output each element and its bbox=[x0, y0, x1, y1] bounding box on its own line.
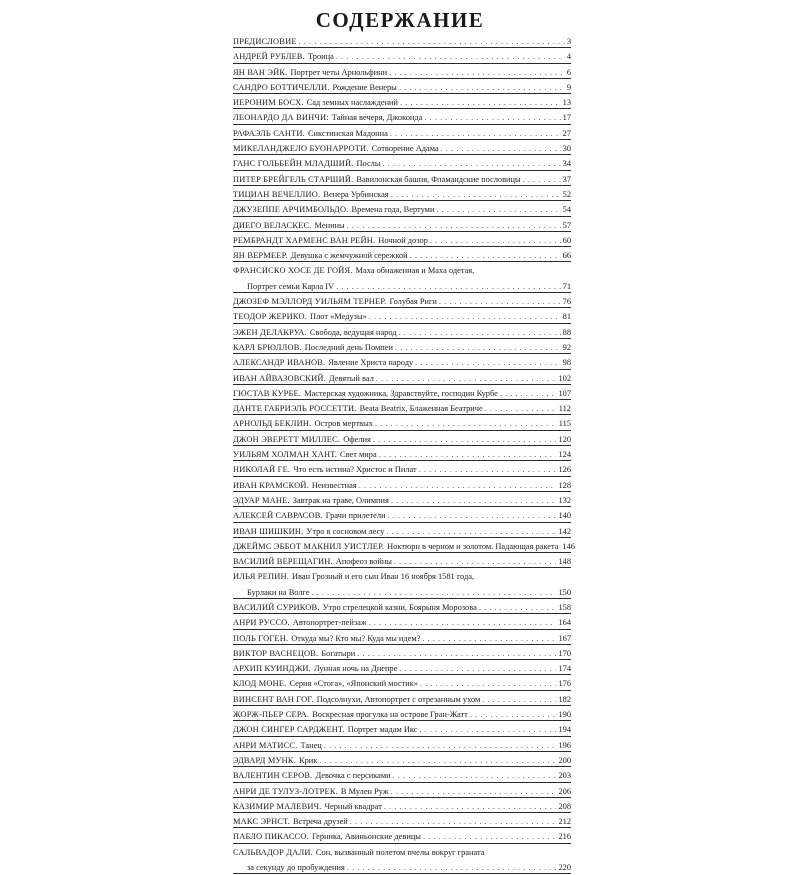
toc-entry bbox=[233, 172, 571, 187]
toc-entry-author: КАРЛ БРЮЛЛОВ. bbox=[233, 342, 302, 352]
toc-entry bbox=[233, 600, 571, 615]
toc-entry-page-number: 6 bbox=[566, 67, 571, 77]
toc-entry-page-number: 150 bbox=[558, 587, 571, 597]
toc-entry bbox=[233, 233, 571, 248]
toc-entry-author: САНДРО БОТТИЧЕЛЛИ. bbox=[233, 82, 330, 92]
toc-entry-page-number: 124 bbox=[558, 450, 571, 460]
toc-entry-author: ВАСИЛИЙ СУРИКОВ. bbox=[233, 602, 320, 612]
toc-entry bbox=[233, 508, 571, 523]
toc-entry-author: ПИТЕР БРЕЙГЕЛЬ СТАРШИЙ. bbox=[233, 174, 354, 184]
toc-entry-works: Последний день Помпеи bbox=[304, 342, 393, 352]
toc-entry-works: Апофеоз войны bbox=[335, 557, 392, 567]
toc-entry-page-number: 71 bbox=[562, 281, 571, 291]
toc-entry bbox=[233, 325, 571, 340]
toc-entry-author: УИЛЬЯМ ХОЛМАН ХАНТ. bbox=[233, 450, 338, 460]
toc-entry-author: ЭДВАРД МУНК. bbox=[233, 755, 296, 765]
toc-entry bbox=[233, 768, 571, 783]
entry-divider bbox=[233, 78, 571, 79]
toc-entry-page-number: 126 bbox=[558, 465, 571, 475]
toc-entry bbox=[233, 738, 571, 753]
toc-entry-works: Девятый вал bbox=[328, 373, 374, 383]
entry-divider bbox=[233, 674, 571, 675]
entry-divider bbox=[233, 246, 571, 247]
toc-entry-works: Завтрак на траве, Олимпия bbox=[292, 495, 389, 505]
toc-entry-works: Маха обнаженная и Маха одетая, bbox=[355, 266, 475, 276]
entry-divider bbox=[233, 782, 571, 783]
entry-divider bbox=[233, 231, 571, 232]
toc-entry bbox=[233, 416, 571, 431]
toc-entry-page-number: 9 bbox=[566, 82, 571, 92]
entry-divider bbox=[233, 399, 571, 400]
entry-divider bbox=[233, 797, 571, 798]
entry-divider bbox=[233, 598, 571, 599]
toc-entry bbox=[233, 462, 571, 477]
toc-entry-page-number: 81 bbox=[562, 312, 571, 322]
toc-entry-author: ВАЛЕНТИН СЕРОВ. bbox=[233, 771, 313, 781]
toc-entry-page-number: 27 bbox=[562, 128, 571, 138]
toc-entry-author: ДЖУЗЕППЕ АРЧИМБОЛЬДО. bbox=[233, 205, 349, 215]
toc-entry-author: АНРИ ДЕ ТУЛУЗ-ЛОТРЕК. bbox=[233, 786, 338, 796]
toc-entry-page-number: 174 bbox=[558, 664, 571, 674]
toc-entry-page-number: 54 bbox=[562, 205, 571, 215]
table-of-contents bbox=[233, 34, 575, 875]
entry-divider bbox=[233, 690, 571, 691]
toc-entry-author: ВАСИЛИЙ ВЕРЕЩАГИН. bbox=[233, 557, 333, 567]
entry-divider bbox=[233, 292, 571, 293]
entry-divider bbox=[233, 567, 571, 568]
entry-divider bbox=[233, 736, 571, 737]
toc-entry-works: Венера Урбинская bbox=[323, 189, 389, 199]
toc-entry-author: ГАНС ГОЛЬБЕЙН МЛАДШИЙ. bbox=[233, 159, 354, 169]
toc-entry-works: Сад земных наслаждений bbox=[306, 98, 399, 108]
toc-entry bbox=[233, 707, 571, 722]
entry-divider bbox=[233, 108, 571, 109]
toc-entry-works: Остров мертвых bbox=[314, 419, 373, 429]
toc-entry-page-number: 57 bbox=[562, 220, 571, 230]
toc-entry-works: Свобода, ведущая народ bbox=[309, 327, 397, 337]
toc-entry-page-number: 190 bbox=[558, 710, 571, 720]
toc-entry-works: Богатыри bbox=[321, 648, 356, 658]
toc-entry-author: НИКОЛАЙ ГЕ. bbox=[233, 465, 291, 475]
toc-entry-page-number: 115 bbox=[558, 419, 571, 429]
entry-divider bbox=[233, 552, 571, 553]
entry-divider bbox=[233, 170, 571, 171]
entry-divider bbox=[233, 93, 571, 94]
toc-entry-page-number: 120 bbox=[558, 434, 571, 444]
entry-divider bbox=[233, 445, 571, 446]
entry-divider bbox=[233, 522, 571, 523]
toc-entry bbox=[233, 279, 571, 294]
entry-divider bbox=[233, 200, 571, 201]
toc-entry-page-number: 140 bbox=[558, 511, 571, 521]
toc-entry bbox=[233, 661, 571, 676]
toc-entry bbox=[233, 569, 571, 584]
toc-entry-works: Утро в сосновом лесу bbox=[306, 526, 385, 536]
toc-entry-page-number: 220 bbox=[558, 863, 571, 873]
toc-entry-page-number: 208 bbox=[558, 801, 571, 811]
toc-entry-row bbox=[233, 263, 571, 278]
toc-entry-author: КЛОД МОНЕ. bbox=[233, 679, 287, 689]
toc-entry-author: АНДРЕЙ РУБЛЕВ. bbox=[233, 52, 305, 62]
toc-entry-author: ДЖОЗЕФ МЭЛЛОРД УИЛЬЯМ ТЕРНЕР. bbox=[233, 297, 387, 307]
toc-entry bbox=[233, 80, 571, 95]
entry-divider bbox=[233, 216, 571, 217]
toc-entry-author: АНРИ РУССО. bbox=[233, 618, 290, 628]
toc-entry-works: Офелия bbox=[343, 434, 371, 444]
toc-entry-author: ТЕОДОР ЖЕРИКО. bbox=[233, 312, 308, 322]
toc-entry-page-number: 167 bbox=[558, 633, 571, 643]
toc-entry-works: Сотворение Адама bbox=[371, 144, 439, 154]
entry-divider bbox=[233, 63, 571, 64]
toc-entry bbox=[233, 218, 571, 233]
entry-divider bbox=[233, 705, 571, 706]
toc-entry-page-number: 170 bbox=[558, 648, 571, 658]
entry-divider bbox=[233, 659, 571, 660]
toc-entry-works: Крик bbox=[298, 755, 318, 765]
toc-entry-works: Подсолнухи, Автопортрет с отрезанным ухом bbox=[316, 694, 481, 704]
toc-entry-page-number: 142 bbox=[558, 526, 571, 536]
toc-entry-works: Плот «Медузы» bbox=[310, 312, 367, 322]
toc-entry-page-number: 66 bbox=[562, 251, 571, 261]
toc-entry-works: Портрет четы Арнольфини bbox=[290, 67, 388, 77]
toc-entry bbox=[233, 141, 571, 156]
toc-entry-page-number: 148 bbox=[558, 557, 571, 567]
toc-entry bbox=[233, 722, 571, 737]
toc-entry bbox=[233, 829, 571, 844]
toc-entry-page-number: 92 bbox=[562, 342, 571, 352]
toc-entry-works: Мастерская художника, Здравствуйте, господин Курбе bbox=[304, 388, 498, 398]
entry-divider bbox=[233, 384, 571, 385]
toc-entry bbox=[233, 156, 571, 171]
toc-entry-author: ПРЕДИСЛОВИЕ bbox=[233, 37, 297, 46]
toc-entry-works: Ночной дозор bbox=[378, 235, 428, 245]
toc-entry bbox=[233, 432, 571, 447]
toc-entry bbox=[233, 615, 571, 630]
toc-entry-page-number: 164 bbox=[558, 618, 571, 628]
toc-entry-works: Сон, вызванный полетом пчелы вокруг граната bbox=[315, 847, 485, 857]
toc-entry bbox=[233, 49, 571, 64]
toc-entry bbox=[233, 524, 571, 539]
toc-entry-author: ДИЕГО ВЕЛАСКЕС. bbox=[233, 220, 312, 230]
toc-entry-author: ВИНСЕНТ ВАН ГОГ. bbox=[233, 694, 314, 704]
toc-entry-author: АРНОЛЬД БЕКЛИН. bbox=[233, 419, 312, 429]
toc-entry-author: ЯН ВЕРМЕЕР. bbox=[233, 251, 288, 261]
toc-entry-works: Утро стрелецкой казни, Боярыня Морозова bbox=[322, 602, 477, 612]
entry-divider bbox=[233, 323, 571, 324]
toc-entry-works: Менины bbox=[314, 220, 345, 230]
toc-entry bbox=[233, 309, 571, 324]
entry-divider bbox=[233, 476, 571, 477]
toc-entry-works: Сикстинская Мадонна bbox=[307, 128, 388, 138]
toc-entry bbox=[233, 187, 571, 202]
entry-divider bbox=[233, 613, 571, 614]
toc-entry-works: В Мулен Руж bbox=[340, 786, 389, 796]
toc-entry-author: ЖОРЖ-ПЬЕР СЕРА. bbox=[233, 710, 310, 720]
toc-entry bbox=[233, 401, 571, 416]
toc-entry bbox=[233, 386, 571, 401]
toc-entry-works: Послы bbox=[356, 159, 381, 169]
toc-entry bbox=[233, 799, 571, 814]
toc-entry bbox=[233, 34, 571, 49]
toc-entry bbox=[233, 539, 575, 554]
toc-entry-author: ЛЕОНАРДО ДА ВИНЧИ: bbox=[233, 113, 329, 123]
entry-divider bbox=[233, 766, 571, 767]
toc-entry-works: Девушка с жемчужной сережкой bbox=[290, 251, 408, 261]
toc-entry-author: ГЮСТАВ КУРБЕ. bbox=[233, 388, 302, 398]
toc-entry-page-number: 98 bbox=[562, 358, 571, 368]
toc-entry-page-number: 203 bbox=[558, 771, 571, 781]
toc-entry-page-number: 88 bbox=[562, 327, 571, 337]
entry-divider bbox=[233, 751, 571, 752]
toc-entry-author: ДЖОН ЭВЕРЕТТ МИЛЛЕС. bbox=[233, 434, 341, 444]
toc-entry-author: АЛЕКСАНДР ИВАНОВ. bbox=[233, 358, 326, 368]
toc-entry-author: АЛЕКСЕЙ САВРАСОВ. bbox=[233, 511, 323, 521]
toc-entry-page-number: 13 bbox=[562, 98, 571, 108]
toc-entry bbox=[233, 340, 571, 355]
toc-entry-page-number: 30 bbox=[562, 144, 571, 154]
entry-divider bbox=[233, 139, 571, 140]
toc-entry-works: Серия «Стога», «Японский мостик» bbox=[289, 679, 418, 689]
toc-entry bbox=[233, 845, 571, 860]
toc-entry bbox=[233, 294, 571, 309]
toc-entry-works: Девочка с персиками bbox=[315, 771, 391, 781]
toc-entry-row bbox=[233, 569, 571, 584]
toc-entry-works: Вавилонская башня, Фламандские пословицы bbox=[356, 174, 521, 184]
toc-entry-works: Что есть истина? Христос и Пилат bbox=[293, 465, 417, 475]
toc-entry-works: Портрет мадам Икс bbox=[347, 725, 418, 735]
toc-entry-page-number: 176 bbox=[558, 679, 571, 689]
toc-entry-works: Времена года, Вертуми bbox=[351, 205, 435, 215]
toc-entry-author: МИКЕЛАНДЖЕЛО БУОНАРРОТИ. bbox=[233, 144, 369, 154]
toc-entry-works: Троица bbox=[307, 52, 334, 62]
toc-entry-author: РЕМБРАНДТ ХАРМЕНС ВАН РЕЙН. bbox=[233, 235, 376, 245]
toc-entry-works: Тайная вечеря, Джоконда bbox=[331, 113, 423, 123]
toc-entry-page-number: 34 bbox=[562, 159, 571, 169]
toc-entry-works: Неизвестная bbox=[311, 480, 357, 490]
toc-entry-works: Бурлаки на Волге bbox=[247, 587, 310, 597]
toc-entry-works: Beata Beatrix, Блаженная Беатриче bbox=[359, 404, 483, 414]
toc-entry-page-number: 128 bbox=[558, 480, 571, 490]
toc-entry-works: Герника, Авиньонские девицы bbox=[311, 832, 421, 842]
toc-entry bbox=[233, 493, 571, 508]
entry-divider bbox=[233, 491, 571, 492]
toc-entry-works: Портрет семьи Карла IV bbox=[247, 281, 335, 291]
entry-divider bbox=[233, 843, 571, 844]
toc-entry bbox=[233, 355, 571, 370]
toc-entry-works: Голубая Риги bbox=[389, 297, 437, 307]
toc-entry-author: АРХИП КУИНДЖИ. bbox=[233, 664, 311, 674]
toc-entry-page-number: 194 bbox=[558, 725, 571, 735]
toc-entry bbox=[233, 263, 571, 278]
toc-entry-author: ТИЦИАН ВЕЧЕЛЛИО. bbox=[233, 189, 321, 199]
toc-entry bbox=[233, 95, 571, 110]
toc-entry-author: ФРАНСИСКО ХОСЕ ДЕ ГОЙЯ. bbox=[233, 266, 353, 276]
toc-entry-page-number: 107 bbox=[558, 388, 571, 398]
toc-entry-author: ИВАН ШИШКИН. bbox=[233, 526, 304, 536]
toc-entry-page-number: 158 bbox=[558, 602, 571, 612]
entry-divider bbox=[233, 827, 571, 828]
toc-entry-page-number: 182 bbox=[558, 694, 571, 704]
page-title: СОДЕРЖАНИЕ bbox=[315, 8, 485, 32]
toc-entry-works: Свет мира bbox=[340, 450, 377, 460]
toc-entry-works: Воскресная прогулка на острове Гран-Жатт bbox=[312, 710, 468, 720]
toc-entry-author: ИЕРОНИМ БОСХ. bbox=[233, 98, 304, 108]
entry-divider bbox=[233, 185, 571, 186]
toc-entry-works: Рождение Венеры bbox=[332, 82, 397, 92]
toc-entry-page-number: 132 bbox=[558, 495, 571, 505]
toc-entry-author: ИВАН КРАМСКОЙ. bbox=[233, 480, 309, 490]
toc-entry-works: Встреча друзей bbox=[292, 817, 348, 827]
entry-divider bbox=[233, 414, 571, 415]
toc-entry bbox=[233, 110, 571, 125]
entry-divider bbox=[233, 47, 571, 48]
toc-entry-works: за секунду до пробуждения bbox=[247, 863, 345, 873]
toc-entry-works: Автопортрет-пейзаж bbox=[292, 618, 367, 628]
toc-entry-author: ЭЖЕН ДЕЛАКРУА. bbox=[233, 327, 307, 337]
toc-entry-author: ЯН ВАН ЭЙК. bbox=[233, 67, 288, 77]
toc-entry-row bbox=[233, 845, 571, 860]
entry-divider bbox=[233, 629, 571, 630]
toc-entry bbox=[233, 202, 571, 217]
toc-entry-works: Танец bbox=[300, 740, 322, 750]
toc-entry-author: АНРИ МАТИСС. bbox=[233, 740, 298, 750]
toc-entry-author: ПОЛЬ ГОГЕН. bbox=[233, 633, 289, 643]
toc-entry-works: Лунная ночь на Днепре bbox=[313, 664, 398, 674]
toc-entry-page-number: 102 bbox=[558, 373, 571, 383]
toc-entry-works: Грачи прилетели bbox=[325, 511, 386, 521]
entry-divider bbox=[233, 369, 571, 370]
toc-entry-page-number: 37 bbox=[562, 174, 571, 184]
toc-entry-page-number: 206 bbox=[558, 786, 571, 796]
toc-entry-page-number: 216 bbox=[558, 832, 571, 842]
toc-entry-author: САЛЬВАДОР ДАЛИ. bbox=[233, 847, 313, 857]
toc-entry bbox=[233, 631, 571, 646]
toc-entry-page-number: 212 bbox=[558, 817, 571, 827]
toc-entry bbox=[233, 371, 571, 386]
entry-divider bbox=[233, 720, 571, 721]
toc-entry-page-number: 17 bbox=[562, 113, 571, 123]
toc-entry bbox=[233, 692, 571, 707]
toc-entry-author: ПАБЛО ПИКАССО. bbox=[233, 832, 309, 842]
entry-divider bbox=[233, 307, 571, 308]
toc-entry-page-number: 4 bbox=[566, 52, 571, 62]
toc-entry bbox=[233, 676, 571, 691]
toc-entry-author: ИЛЬЯ РЕПИН. bbox=[233, 572, 289, 582]
entry-divider bbox=[233, 873, 571, 874]
toc-entry-works: Явление Христа народу bbox=[328, 358, 414, 368]
toc-entry-page-number: 146 bbox=[562, 541, 575, 551]
entry-divider bbox=[233, 812, 571, 813]
toc-entry bbox=[233, 753, 571, 768]
toc-entry-page-number: 60 bbox=[562, 235, 571, 245]
toc-entry-page-number: 112 bbox=[558, 404, 571, 414]
toc-entry-works: Иван Грозный и его сын Иван 16 ноября 1581 года, bbox=[291, 572, 475, 582]
toc-entry-page-number: 3 bbox=[566, 37, 571, 46]
toc-entry-page-number: 196 bbox=[558, 740, 571, 750]
entry-divider bbox=[233, 353, 571, 354]
entry-divider bbox=[233, 460, 571, 461]
toc-entry bbox=[233, 860, 571, 875]
entry-divider bbox=[233, 506, 571, 507]
toc-entry bbox=[233, 784, 571, 799]
toc-entry-page-number: 52 bbox=[562, 189, 571, 199]
toc-entry-works: Ноктюрн в черном и золотом. Падающая ракета bbox=[387, 541, 559, 551]
toc-entry bbox=[233, 478, 571, 493]
toc-entry-works: Откуда мы? Кто мы? Куда мы идем? bbox=[291, 633, 421, 643]
entry-divider bbox=[233, 154, 571, 155]
entry-divider bbox=[233, 261, 571, 262]
toc-entry bbox=[233, 248, 571, 263]
entry-divider bbox=[233, 338, 571, 339]
entry-divider bbox=[233, 430, 571, 431]
toc-entry-author: МАКС ЭРНСТ. bbox=[233, 817, 290, 827]
toc-entry bbox=[233, 554, 571, 569]
toc-entry-page-number: 200 bbox=[558, 755, 571, 765]
entry-divider bbox=[233, 644, 571, 645]
toc-entry-author: ДЖЕЙМС ЭББОТ МАКНИЛ УИСТЛЕР. bbox=[233, 541, 385, 551]
toc-entry-author: ИВАН АЙВАЗОВСКИЙ. bbox=[233, 373, 326, 383]
toc-entry-author: ЭДУАР МАНЕ. bbox=[233, 495, 290, 505]
toc-entry-author: ВИКТОР ВАСНЕЦОВ. bbox=[233, 648, 319, 658]
toc-entry bbox=[233, 126, 571, 141]
toc-entry-author: ДЖОН СИНГЕР САРДЖЕНТ. bbox=[233, 725, 345, 735]
toc-entry-author: ДАНТЕ ГАБРИЭЛЬ РОССЕТТИ. bbox=[233, 404, 357, 414]
toc-entry bbox=[233, 646, 571, 661]
entry-divider bbox=[233, 124, 571, 125]
entry-divider bbox=[233, 537, 571, 538]
toc-entry-author: РАФАЭЛЬ САНТИ. bbox=[233, 128, 305, 138]
toc-entry bbox=[233, 585, 571, 600]
toc-entry bbox=[233, 65, 571, 80]
toc-entry bbox=[233, 814, 571, 829]
toc-entry-page-number: 76 bbox=[562, 297, 571, 307]
toc-entry bbox=[233, 447, 571, 462]
toc-entry-author: КАЗИМИР МАЛЕВИЧ. bbox=[233, 801, 322, 811]
toc-entry-works: Черный квадрат bbox=[324, 801, 382, 811]
